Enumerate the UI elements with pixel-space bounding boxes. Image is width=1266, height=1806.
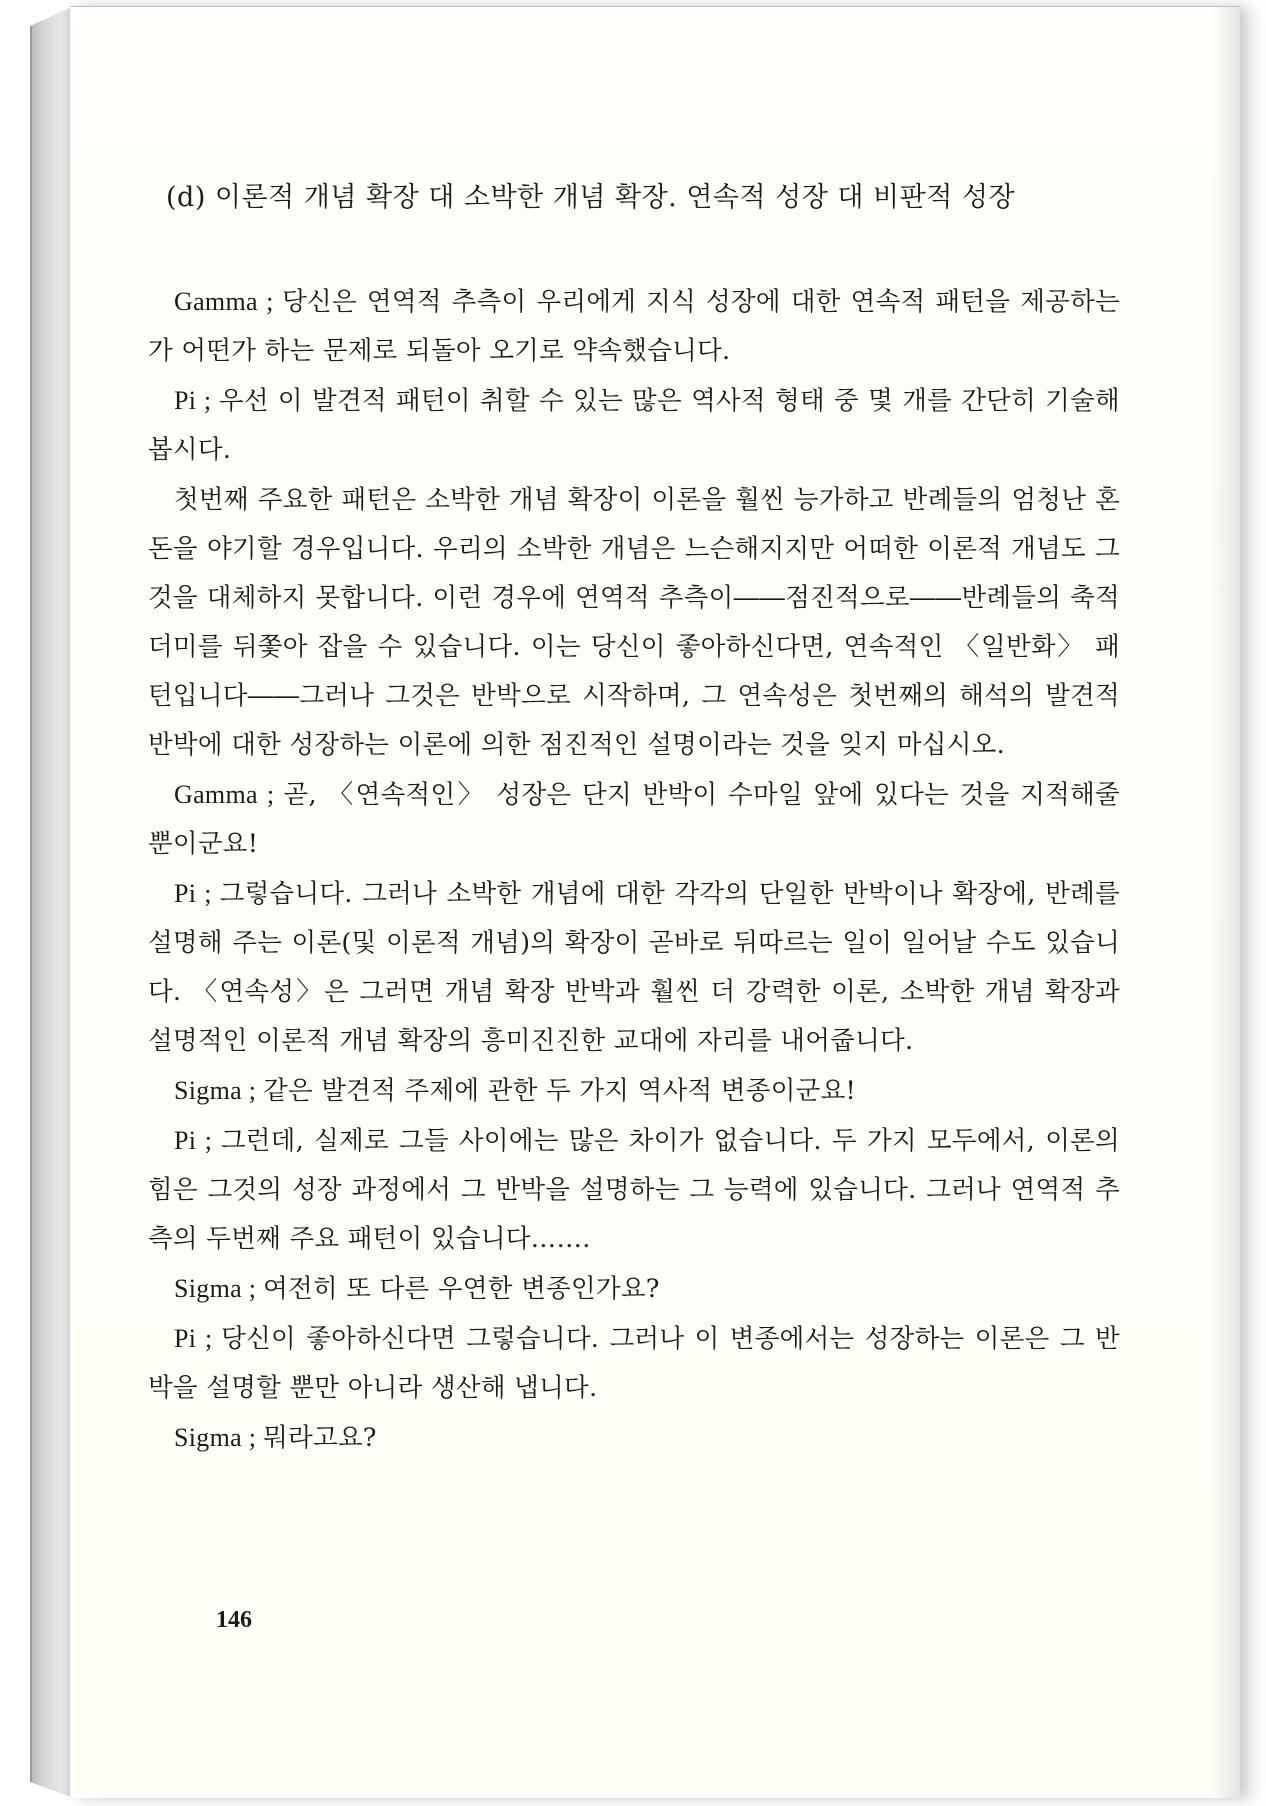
paragraph-text: 그렇습니다. 그러나 소박한 개념에 대한 각각의 단일한 반박이나 확장에, 반례를 설명해 주는 이론(및 이론적 개념)의 확장이 곧바로 뒤따르는 일이 일어날 수도 있습니다. 〈연속성〉은 그러면 개념 확장 반박과 훨씬 더 강력한 이론, 소박한 개념 확장과 설명적인 이론적 개념 확장의 흥미진진한 교대에 자리를 내어줍니다. (148, 879, 1120, 1057)
paragraph-text: 곧, 〈연속적인〉 성장은 단지 반박이 수마일 앞에 있다는 것을 지적해줄 뿐이군요! (148, 780, 1120, 860)
speaker-label: Sigma ; (174, 1076, 264, 1106)
speaker-label: Pi ; (174, 1324, 222, 1354)
paragraph-text: 당신은 연역적 추측이 우리에게 지식 성장에 대한 연속적 패턴을 제공하는가 어떤가 하는 문제로 되돌아 오기로 약속했습니다. (148, 287, 1120, 367)
paragraph-text: 여전히 또 다른 우연한 변종인가요? (263, 1274, 660, 1305)
dialogue-paragraph (148, 277, 1120, 376)
speaker-label: Pi ; (174, 1126, 221, 1156)
speaker-label: Pi ; (174, 879, 220, 909)
dialogue-paragraph (148, 770, 1120, 869)
dialogue-paragraph (148, 1116, 1120, 1264)
paragraph-text: 뭐라고요? (263, 1423, 377, 1454)
page-content (148, 180, 1120, 1463)
paragraph-text: 우선 이 발견적 패턴이 취할 수 있는 많은 역사적 형태 중 몇 개를 간단히 기술해 봅시다. (148, 386, 1120, 466)
dialogue-paragraph (148, 1264, 1120, 1314)
dialogue-paragraph (148, 1314, 1120, 1413)
dialogue-paragraph (148, 1066, 1120, 1116)
page-number: 146 (216, 1607, 252, 1633)
speaker-label: Gamma ; (174, 287, 283, 317)
dialogue-paragraph (148, 376, 1120, 475)
paragraph-text: 당신이 좋아하신다면 그렇습니다. 그러나 이 변종에서는 성장하는 이론은 그 반박을 설명할 뿐만 아니라 생산해 냅니다. (148, 1324, 1120, 1404)
speaker-label: Sigma ; (174, 1274, 264, 1304)
speaker-label: Pi ; (174, 386, 219, 416)
spine-edge (30, 26, 32, 1782)
book-spine (30, 6, 74, 1798)
paragraph-text: 그런데, 실제로 그들 사이에는 많은 차이가 없습니다. 두 가지 모두에서, 이론의 힘은 그것의 성장 과정에서 그 반박을 설명하는 그 능력에 있습니다. 그러나 연역적 추측의 두번째 주요 패턴이 있습니다……. (148, 1126, 1120, 1255)
dialogue-paragraph (148, 869, 1120, 1066)
speaker-label: Sigma ; (174, 1423, 264, 1453)
page-right-shade (1210, 6, 1240, 1798)
paragraph-text: 첫번째 주요한 패턴은 소박한 개념 확장이 이론을 훨씬 능가하고 반례들의 엄청난 혼돈을 야기할 경우입니다. 우리의 소박한 개념은 느슨해지지만 어떠한 이론적 개념도 그것을 대체하지 못합니다. 이런 경우에 연역적 추측이――점진적으로――반례들의 축적 더미를 뒤쫓아 잡을 수 있습니다. 이는 당신이 좋아하신다면, 연속적인 〈일반화〉 패턴입니다――그러나 그것은 반박으로 시작하며, 그 연속성은 첫번째의 해석의 발견적 반박에 대한 성장하는 이론에 의한 점진적인 설명이라는 것을 잊지 마십시오. (148, 485, 1120, 761)
dialogue-paragraph (148, 475, 1120, 770)
paragraph-text: 같은 발견적 주제에 관한 두 가지 역사적 변종이군요! (263, 1076, 857, 1107)
page-top-edge (70, 6, 1240, 7)
speaker-label: Gamma ; (174, 780, 284, 810)
dialogue-paragraph (148, 1413, 1120, 1463)
section-heading: (d) 이론적 개념 확장 대 소박한 개념 확장. 연속적 성장 대 비판적 성장 (166, 182, 1016, 213)
